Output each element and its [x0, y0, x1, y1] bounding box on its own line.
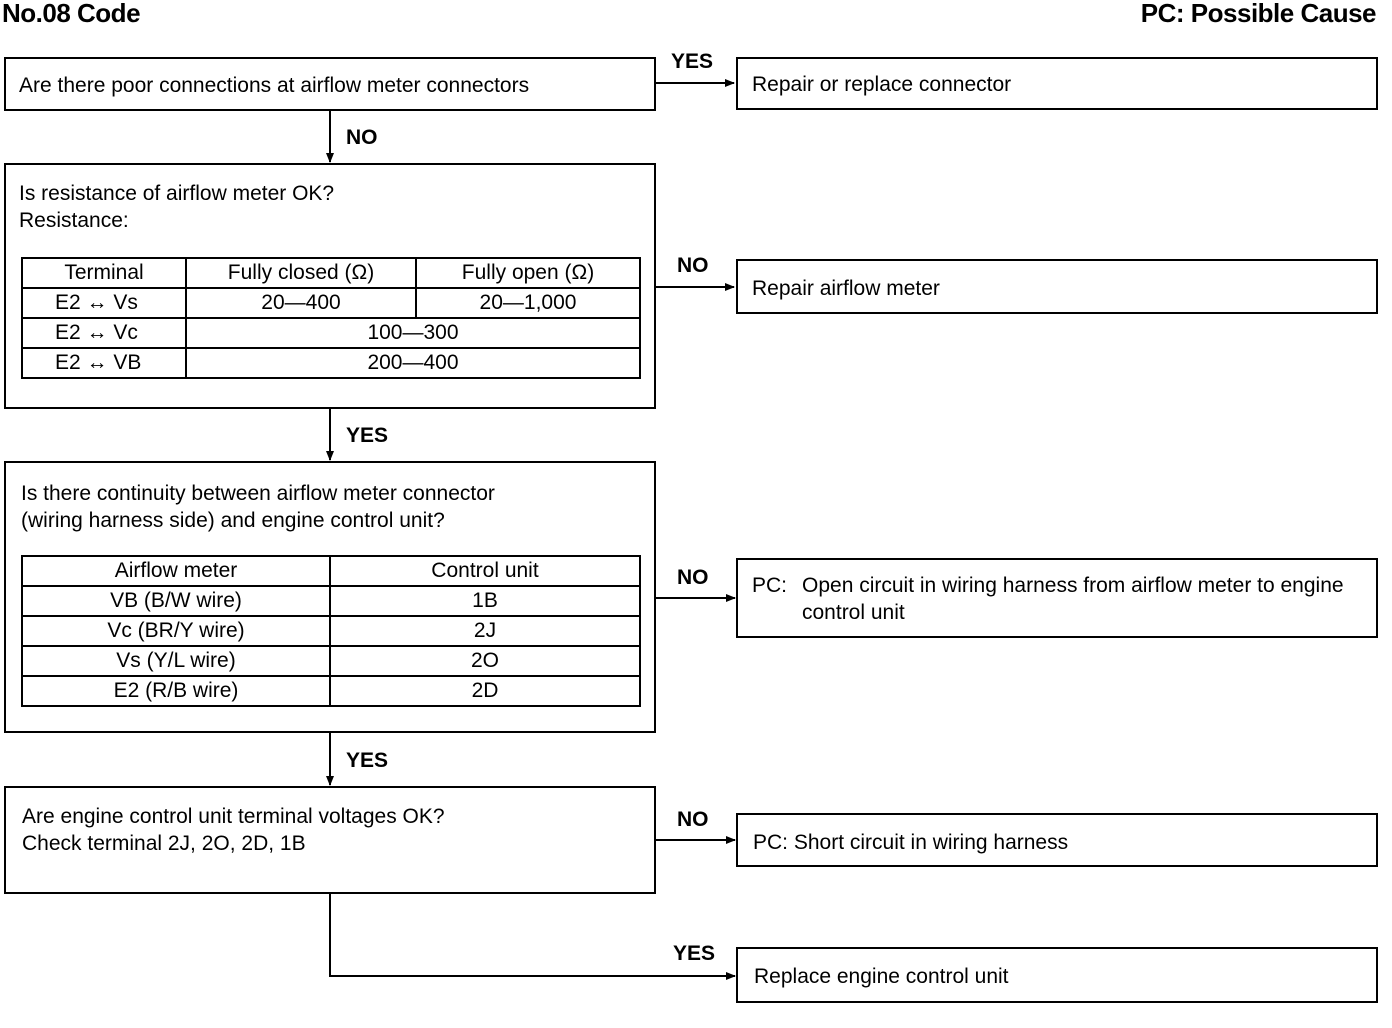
table-row [22, 348, 640, 378]
control-unit-cell: 1B [330, 586, 640, 616]
result-box-1 [736, 57, 1378, 110]
table-row [22, 646, 640, 676]
table-header: Airflow meter [22, 556, 330, 586]
terminal-cell: E2 ↔ VB [22, 348, 186, 378]
label-step4-yes: YES [673, 942, 716, 965]
result-text-2: Repair airflow meter [752, 277, 940, 300]
question-box-2 [4, 163, 656, 409]
label-step2-yes: YES [346, 424, 389, 447]
question-text-1: Are there poor connections at airflow meter connectors [19, 74, 530, 97]
control-unit-cell: 2J [330, 616, 640, 646]
table-header: Control unit [330, 556, 640, 586]
question-box-4 [4, 786, 656, 894]
possible-cause-prefix: PC: [752, 574, 788, 597]
continuity-table [21, 555, 641, 707]
result-text-4: PC: Short circuit in wiring harness [753, 831, 1069, 854]
closed-value-cell: 20—400 [186, 288, 416, 318]
table-header: Fully closed (Ω) [186, 258, 416, 288]
control-unit-cell: 2D [330, 676, 640, 706]
possible-cause-legend: PC: Possible Cause [1140, 0, 1376, 28]
meter-wire-cell: Vc (BR/Y wire) [22, 616, 330, 646]
table-header-row [22, 556, 640, 586]
resistance-table [21, 257, 641, 379]
label-step3-yes: YES [346, 749, 389, 772]
question-text-3: Is there continuity between airflow meter connector (wiring harness side) and engine control unit? [21, 482, 495, 532]
code-title: No.08 Code [2, 0, 141, 28]
label-step4-no: NO [677, 808, 709, 831]
meter-wire-cell: Vs (Y/L wire) [22, 646, 330, 676]
question-box-3 [4, 461, 656, 733]
table-header: Terminal [22, 258, 186, 288]
question-text-2: Is resistance of airflow meter OK? Resistance: [19, 182, 335, 232]
table-row [22, 318, 640, 348]
question-text-4: Are engine control unit terminal voltages OK? Check terminal 2J, 2O, 2D, 1B [22, 805, 445, 855]
meter-wire-cell: E2 (R/B wire) [22, 676, 330, 706]
open-value-cell: 20—1,000 [416, 288, 640, 318]
result-text-1: Repair or replace connector [752, 73, 1012, 96]
label-step2-no: NO [677, 254, 709, 277]
result-text-3: Open circuit in wiring harness from airflow meter to engine control unit [802, 574, 1344, 624]
resistance-value-cell: 100—300 [186, 318, 640, 348]
result-text-5: Replace engine control unit [754, 965, 1009, 988]
table-header: Fully open (Ω) [416, 258, 640, 288]
result-box-4 [736, 813, 1378, 867]
question-box-1 [4, 57, 656, 111]
label-step3-no: NO [677, 566, 709, 589]
resistance-value-cell: 200—400 [186, 348, 640, 378]
meter-wire-cell: VB (B/W wire) [22, 586, 330, 616]
label-step1-yes: YES [671, 50, 714, 73]
table-header-row [22, 258, 640, 288]
table-row [22, 616, 640, 646]
table-row [22, 676, 640, 706]
result-box-2 [736, 259, 1378, 314]
terminal-cell: E2 ↔ Vc [22, 318, 186, 348]
result-box-5 [736, 947, 1378, 1003]
table-row [22, 288, 640, 318]
label-step1-no: NO [346, 126, 378, 149]
table-row [22, 586, 640, 616]
terminal-cell: E2 ↔ Vs [22, 288, 186, 318]
control-unit-cell: 2O [330, 646, 640, 676]
result-box-3 [736, 558, 1378, 638]
